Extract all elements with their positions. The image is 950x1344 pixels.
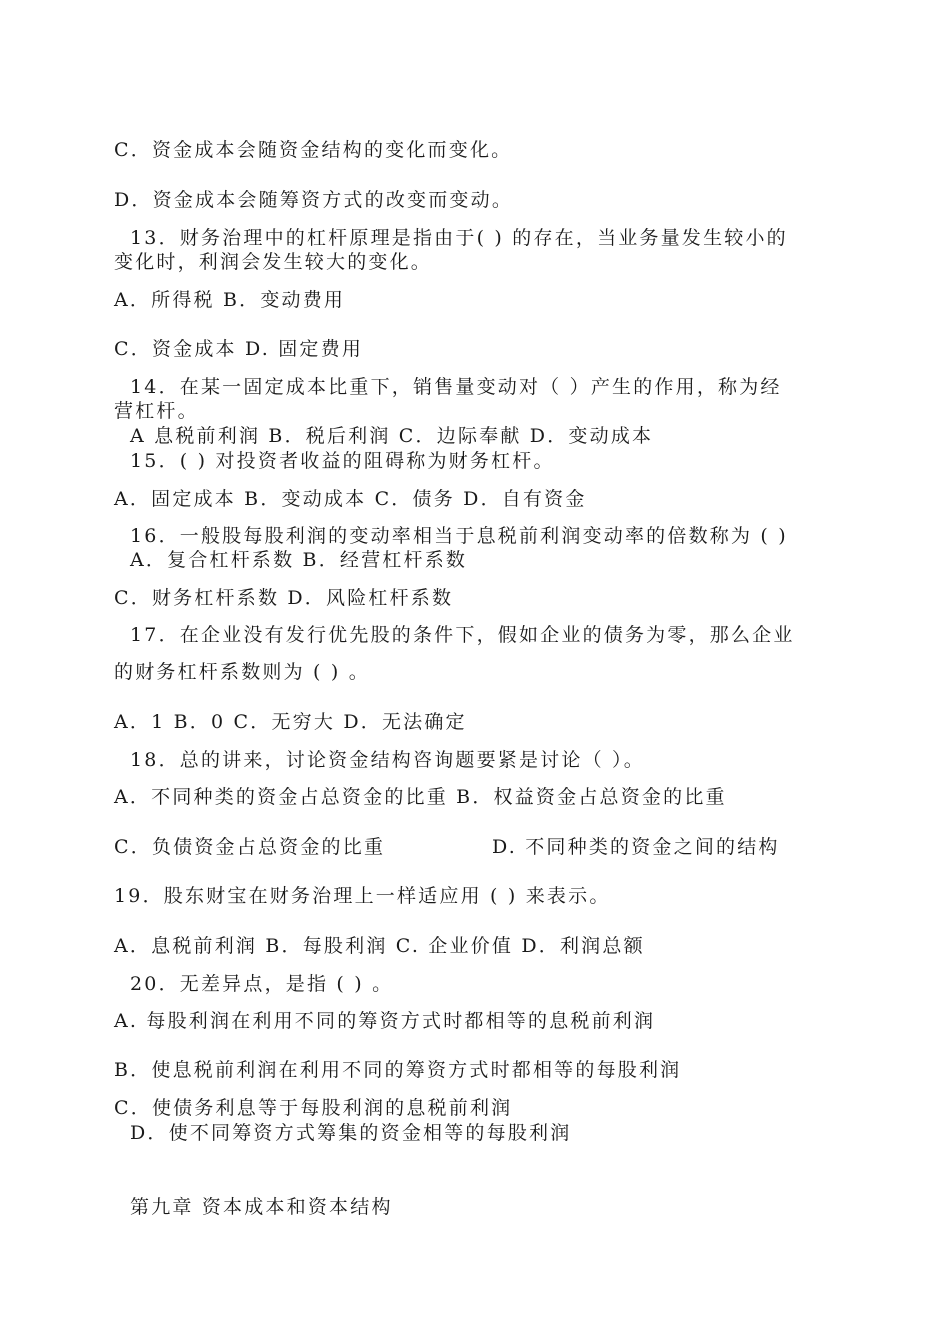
question-20-option-b: B．使息税前利润在利用不同的筹资方式时都相等的每股利润 [114,1059,682,1081]
question-20-option-d: D．使不同筹资方式筹集的资金相等的每股利润 [130,1122,572,1144]
question-16-options-2: C．财务杠杆系数 D．风险杠杆系数 [114,587,454,609]
question-13-options-1: A．所得税 B．变动费用 [114,289,346,311]
question-18-option-c: C．负债资金占总资金的比重 [114,836,386,858]
question-14-line-1: 14．在某一固定成本比重下，销售量变动对（ ）产生的作用，称为经 [130,376,782,398]
question-19: 19．股东财宝在财务治理上一样适应用 ( ) 来表示。 [114,885,611,907]
question-18: 18．总的讲来，讨论资金结构咨询题要紧是讨论（ ）。 [130,749,645,771]
question-19-options: A．息税前利润 B．每股利润 C. 企业价值 D．利润总额 [114,935,645,957]
question-18-options-1: A．不同种类的资金占总资金的比重 B．权益资金占总资金的比重 [114,786,727,808]
question-20-option-c: C．使债务利息等于每股利润的息税前利润 [114,1097,513,1119]
question-16-options-1: A．复合杠杆系数 B．经营杠杆系数 [130,549,468,571]
question-16: 16．一般股每股利润的变动率相当于息税前利润变动率的倍数称为 ( ) [130,525,788,547]
question-13-options-2: C．资金成本 D. 固定费用 [114,338,364,360]
question-17-line-1: 17．在企业没有发行优先股的条件下，假如企业的债务为零，那么企业 [130,624,795,646]
question-17-line-2: 的财务杠杆系数则为 ( ) 。 [114,661,370,683]
question-13-line-1: 13．财务治理中的杠杆原理是指由于( ) 的存在，当业务量发生较小的 [130,227,788,249]
question-14-options: A 息税前利润 B．税后利润 C．边际奉献 D．变动成本 [130,425,654,447]
question-14-line-2: 营杠杆。 [114,400,199,422]
question-15: 15．( ) 对投资者收益的阻碍称为财务杠杆。 [130,450,555,472]
option-c-capital-cost-structure: C．资金成本会随资金结构的变化而变化。 [114,139,513,161]
option-d-capital-cost-financing: D．资金成本会随筹资方式的改变而变动。 [114,189,514,211]
question-13-line-2: 变化时，利润会发生较大的变化。 [114,251,433,273]
chapter-heading: 第九章 资本成本和资本结构 [130,1196,393,1218]
question-20-option-a: A. 每股利润在利用不同的筹资方式时都相等的息税前利润 [114,1010,656,1032]
question-15-options: A．固定成本 B．变动成本 C．债务 D．自有资金 [114,488,587,510]
question-20: 20．无差异点，是指 ( ) 。 [130,973,394,995]
question-18-option-d: D. 不同种类的资金之间的结构 [492,836,780,858]
question-17-options: A．1 B．0 C．无穷大 D．无法确定 [114,711,467,733]
